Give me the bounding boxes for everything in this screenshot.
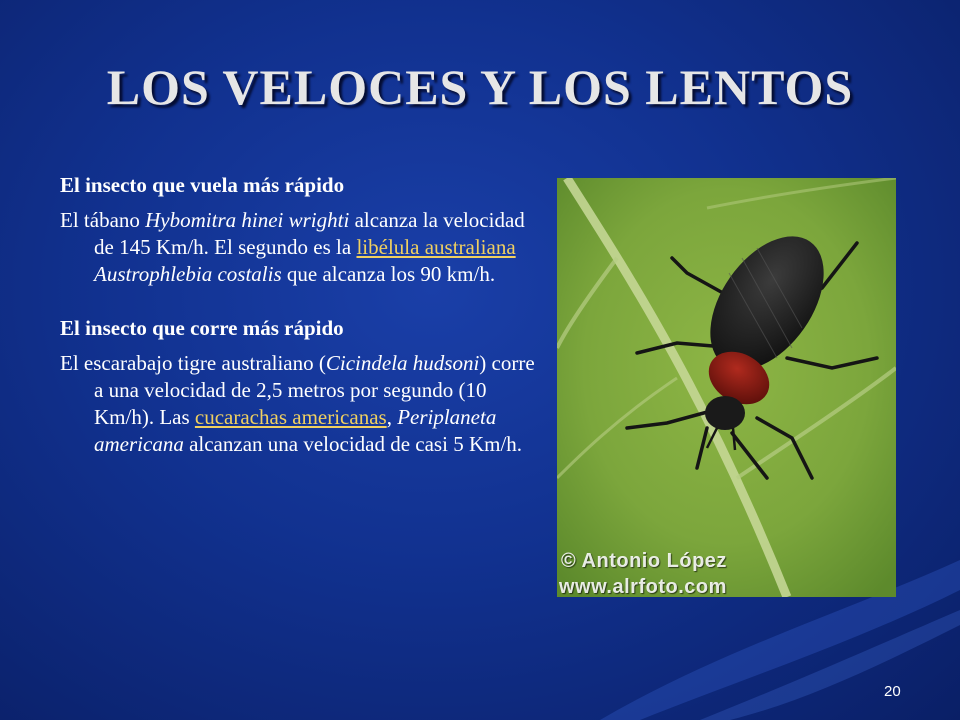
section1-text-a: El tábano: [60, 208, 146, 232]
section2-paragraph: [60, 350, 540, 458]
section1-heading: El insecto que vuela más rápido: [60, 173, 345, 197]
section2-text-a: El escarabajo tigre australiano (: [60, 351, 326, 375]
beetle-photo: [557, 178, 896, 597]
photo-watermark-url: www.alrfoto.com: [559, 576, 727, 597]
slide-content: [60, 172, 540, 458]
section2-text-d: alcanzan una velocidad de casi 5 Km/h.: [183, 432, 523, 456]
section1-paragraph: [60, 207, 540, 288]
section2-species-a: Cicindela hudsoni: [325, 351, 480, 375]
spacer: [60, 288, 540, 315]
link-libelula-australiana[interactable]: libélula australiana: [356, 235, 516, 259]
page-number: 20: [884, 683, 901, 700]
photo-watermark-author: © Antonio López: [561, 550, 727, 572]
section1-species-b: Austrophlebia costalis: [94, 262, 282, 286]
slide-title: LOS VELOCES Y LOS LENTOS: [106, 59, 854, 115]
section1-text-d: que alcanza los 90 km/h.: [281, 262, 496, 286]
section2-text-b: ) corre a una velocidad de 2,5 metros por segundo (10 Km/h). Las: [94, 351, 535, 429]
section1-text-b: alcanza la velocidad de 145 Km/h. El segundo es la: [94, 208, 525, 259]
link-cucarachas-americanas[interactable]: cucarachas americanas: [194, 405, 387, 429]
section1-species-a: Hybomitra hinei wrighti: [145, 208, 350, 232]
beetle-illustration: [557, 178, 896, 597]
section2-species-b: Periplaneta americana: [94, 405, 497, 456]
section2-heading: El insecto que corre más rápido: [60, 316, 344, 340]
section2-text-c: ,: [386, 405, 398, 429]
